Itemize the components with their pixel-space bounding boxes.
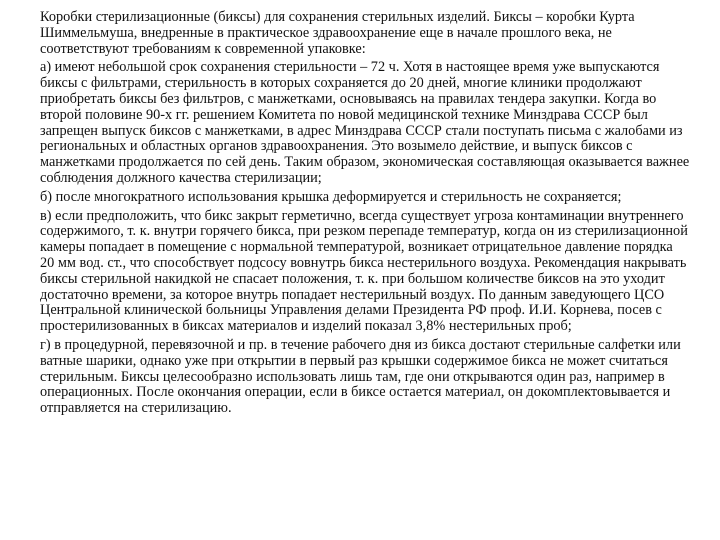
paragraph-item-g: г) в процедурной, перевязочной и пр. в течение рабочего дня из бикса достают стерильные салфетки или ватные шарики, однако уже при открытии в первый раз крышки содержимое бикса не может считаться стерильным. Биксы целесообразно использовать лишь там, где они открываются один раз, например в операционных. После окончания операции, если в биксе остается материал, он докомплектовывается и отправляется на стерилизацию. bbox=[40, 336, 681, 417]
document-text bbox=[40, 10, 690, 420]
paragraph-item-b: б) после многократного использования крышка деформируется и стерильность не сохраняется; bbox=[40, 188, 622, 205]
paragraph-intro: Коробки стерилизационные (биксы) для сохранения стерильных изделий. Биксы – коробки Курта Шиммельмуша, внедренные в практическое здравоохранение еще в начале прошлого века, не соответствуют требованиям к современной упаковке: bbox=[40, 9, 635, 57]
paragraph-item-v: в) если предположить, что бикс закрыт герметично, всегда существует угроза контаминации внутреннего содержимого, т. к. внутри горячего бикса, при резком перепаде температур, когда он из стерилизационной камеры попадает в помещение с нормальной температурой, возникает отрицательное давление порядка 20 мм вод. ст., что способствует подсосу вовнутрь бикса нестерильного воздуха. Рекомендация накрывать биксы стерильной накидкой не спасает положения, т. к. при большом количестве биксов на это уходит достаточно времени, за которое внутрь попадает нестерильный воздух. По данным заведующего ЦСО Центральной клинической больницы Управления делами Президента РФ проф. И.И. Корнева, посев с простерилизованных в биксах материалов и изделий показал 3,8% нестерильных проб; bbox=[40, 207, 688, 335]
paragraph-item-a: а) имеют небольшой срок сохранения стерильности – 72 ч. Хотя в настоящее время уже выпускаются биксы с фильтрами, стерильность в которых сохраняется до 20 дней, многие клиники продолжают приобретать биксы без фильтров, с манжетками, основываясь на правилах тендера закупки. Когда во второй половине 90-х гг. решением Комитета по новой медицинской технике Минздрава СССР был запрещен выпуск биксов с манжетками, в адрес Минздрава СССР стали поступать письма с жалобами из региональных и областных органов здравоохранения. Это возымело действие, и выпуск биксов с манжетками продолжается по сей день. Таким образом, экономическая составляющая оказывается важнее соблюдения должного качества стерилизации; bbox=[40, 59, 690, 186]
